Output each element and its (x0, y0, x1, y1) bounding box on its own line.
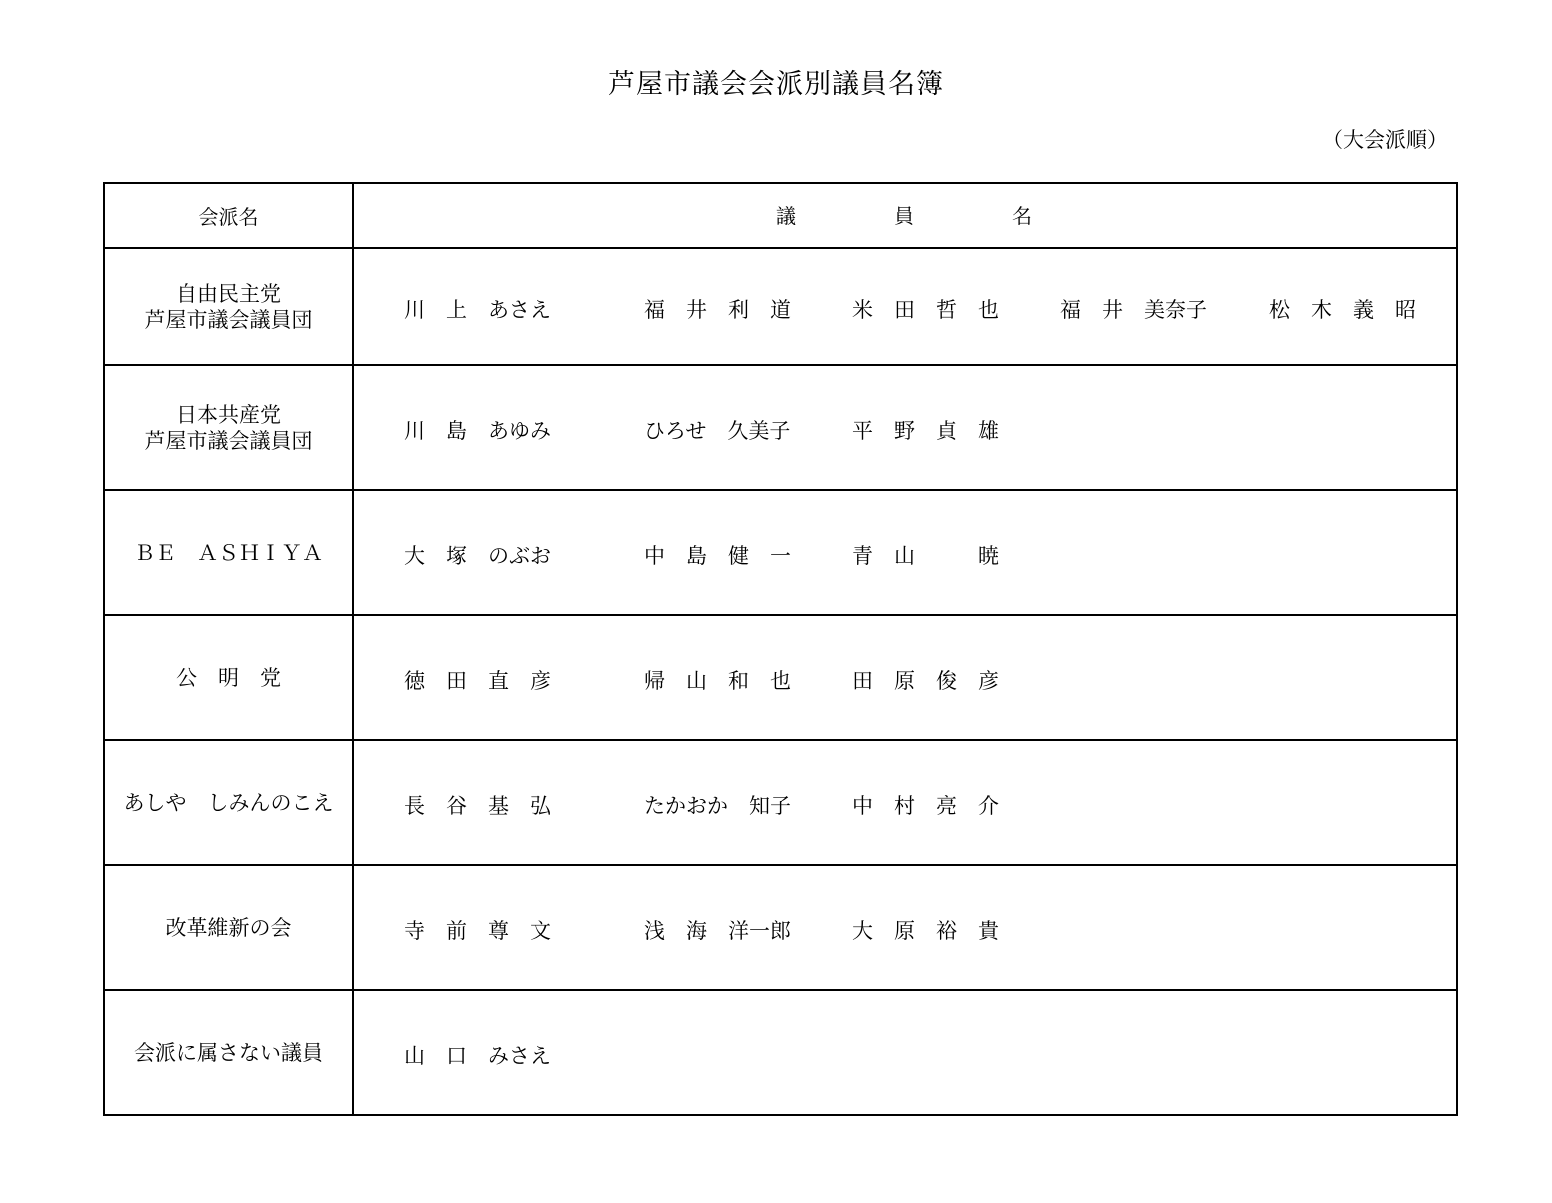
members-cell (353, 990, 1457, 1115)
member-name: 福 井 美奈子 (1060, 297, 1207, 322)
member-name: 大 原 裕 貴 (852, 918, 999, 943)
table-row (104, 990, 1457, 1115)
member-name: 長 谷 基 弘 (404, 793, 551, 818)
table-row (104, 615, 1457, 740)
member-name: たかおか 知子 (644, 793, 791, 818)
header-members-char: 名 (1012, 204, 1032, 228)
member-name: 徳 田 直 彦 (404, 668, 551, 693)
page-title: 芦屋市議会会派別議員名簿 (608, 69, 944, 100)
member-name: 中 村 亮 介 (852, 793, 999, 818)
header-faction: 会派名 (104, 183, 353, 248)
member-name: 川 上 あさえ (404, 297, 551, 322)
faction-name-line: 会派に属さない議員 (134, 1040, 323, 1065)
members-cell (353, 490, 1457, 615)
faction-cell (104, 615, 353, 740)
header-members-char: 員 (894, 204, 914, 228)
member-name: 川 島 あゆみ (404, 418, 551, 443)
faction-name-line: 自由民主党 (176, 281, 281, 306)
members-cell (353, 740, 1457, 865)
header-members-char: 議 (776, 204, 796, 228)
header-row (104, 183, 1457, 248)
members-cell (353, 615, 1457, 740)
members-cell (353, 248, 1457, 365)
member-name: 山 口 みさえ (404, 1043, 551, 1068)
member-name: 福 井 利 道 (644, 297, 791, 322)
member-name: 松 木 義 昭 (1269, 297, 1416, 322)
table-row (104, 365, 1457, 490)
member-name: 大 塚 のぶお (404, 543, 551, 568)
faction-cell (104, 740, 353, 865)
member-name: ひろせ 久美子 (644, 418, 791, 443)
table-row (104, 865, 1457, 990)
faction-name-line: 改革維新の会 (165, 915, 292, 940)
faction-name-line: 芦屋市議会議員団 (144, 428, 313, 453)
faction-name-line: あしや しみんのこえ (123, 790, 334, 815)
member-name: 平 野 貞 雄 (852, 418, 999, 443)
member-name: 浅 海 洋一郎 (644, 918, 791, 943)
table-row (104, 248, 1457, 365)
members-cell (353, 865, 1457, 990)
order-note: （大会派順） (1322, 128, 1448, 152)
member-name: 青 山 暁 (852, 543, 999, 568)
table-row (104, 740, 1457, 865)
faction-cell (104, 365, 353, 490)
member-name: 米 田 哲 也 (852, 297, 999, 322)
faction-name-line: ＢＥ ＡＳＨＩＹＡ (134, 540, 323, 565)
faction-name-line: 日本共産党 (176, 402, 281, 427)
member-name: 帰 山 和 也 (644, 668, 791, 693)
faction-cell (104, 490, 353, 615)
faction-name-line: 公 明 党 (176, 665, 281, 690)
member-name: 中 島 健 一 (644, 543, 791, 568)
table-row (104, 490, 1457, 615)
roster-table (103, 182, 1458, 1116)
faction-name-line: 芦屋市議会議員団 (144, 307, 313, 332)
member-name: 寺 前 尊 文 (404, 918, 551, 943)
header-members (353, 183, 1457, 248)
member-name: 田 原 俊 彦 (852, 668, 999, 693)
faction-cell (104, 248, 353, 365)
faction-cell (104, 865, 353, 990)
faction-cell (104, 990, 353, 1115)
members-cell (353, 365, 1457, 490)
